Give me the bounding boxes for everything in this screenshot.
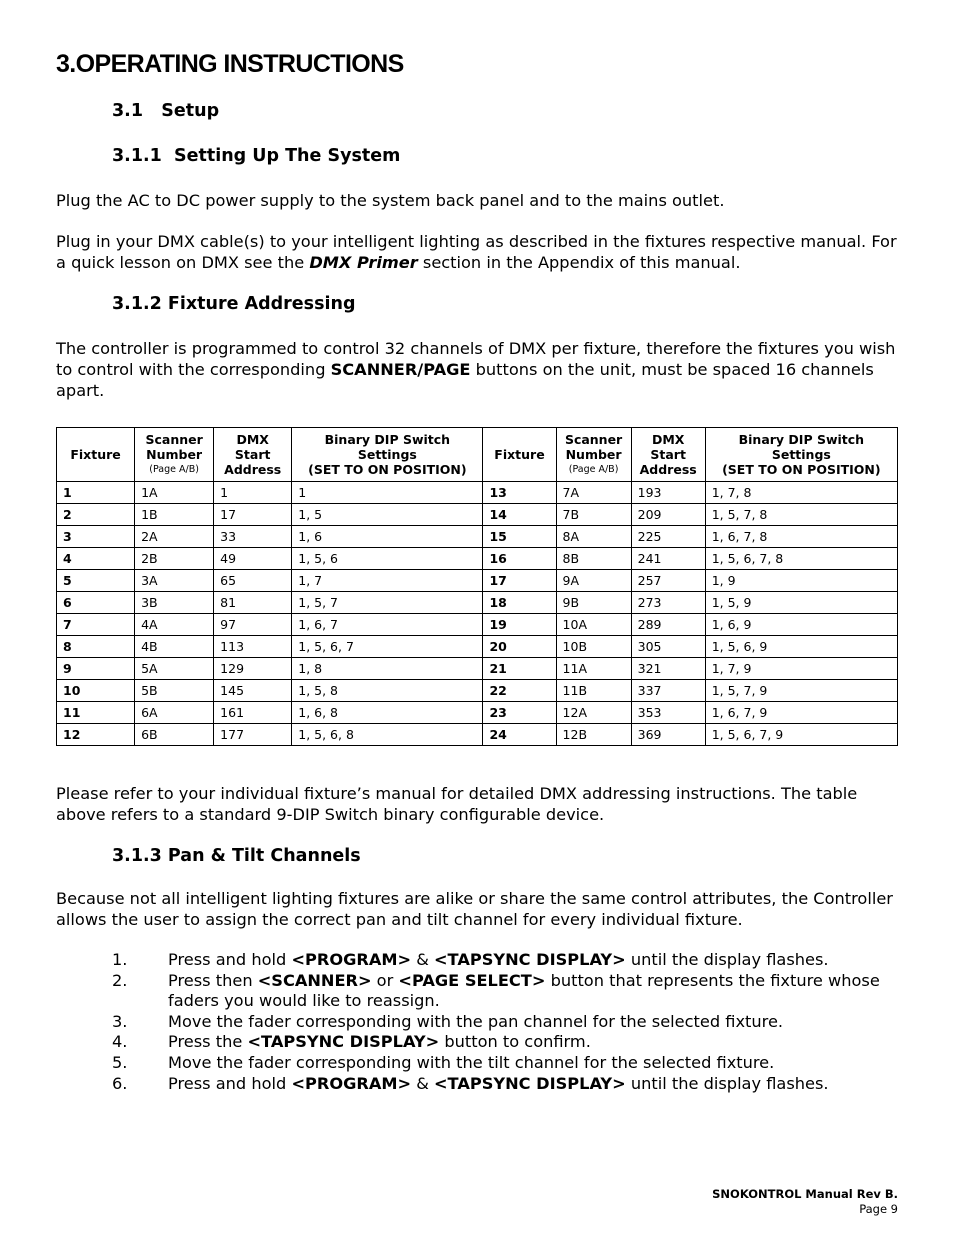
table-row xyxy=(57,482,898,504)
cell-fixture: 6 xyxy=(57,592,135,614)
section-heading-pan-tilt: 3.1.3 Pan & Tilt Channels xyxy=(112,846,361,866)
cell-dip-settings: 1, 5, 8 xyxy=(292,680,483,702)
cell-dmx-start: 241 xyxy=(631,548,705,570)
manual-title: SNOKONTROL Manual Rev B. xyxy=(712,1187,898,1201)
cell-scanner: 10B xyxy=(556,636,631,658)
cell-fixture: 13 xyxy=(483,482,556,504)
cell-scanner: 3B xyxy=(135,592,214,614)
cell-dip-settings: 1, 5 xyxy=(292,504,483,526)
step-text-part: & xyxy=(411,1073,434,1093)
cell-fixture: 24 xyxy=(483,724,556,746)
cell-fixture: 10 xyxy=(57,680,135,702)
paragraph-text: The controller is programmed to control 32 channels of DMX per fixture, therefore the fixtures you wish to control with the corresponding xyxy=(56,339,896,379)
cell-fixture: 11 xyxy=(57,702,135,724)
step-text-part: Press then xyxy=(168,970,258,990)
step-number: 3. xyxy=(112,1011,128,1031)
cell-fixture: 2 xyxy=(57,504,135,526)
section-heading-setting-up: 3.1.1 Setting Up The System xyxy=(112,146,401,166)
cell-dip-settings: 1, 6, 7, 8 xyxy=(705,526,897,548)
cell-dip-settings: 1, 7, 8 xyxy=(705,482,897,504)
cell-dip-settings: 1, 5, 7, 9 xyxy=(705,680,897,702)
step-number: 1. xyxy=(112,950,128,969)
cell-dmx-start: 145 xyxy=(214,680,292,702)
cell-dip-settings: 1, 5, 6, 7, 9 xyxy=(705,724,897,746)
cell-fixture: 9 xyxy=(57,658,135,680)
cell-dip-settings: 1, 5, 9 xyxy=(705,592,897,614)
dmx-primer-reference: DMX Primer xyxy=(309,253,418,272)
cell-dip-settings: 1, 7, 9 xyxy=(705,658,897,680)
list-item xyxy=(112,1032,912,1053)
paragraph-power: Plug the AC to DC power supply to the system back panel and to the mains outlet. xyxy=(56,191,725,210)
step-text-part: & xyxy=(411,950,434,969)
step-number: 5. xyxy=(112,1052,128,1072)
header-text: Number xyxy=(565,447,622,462)
step-text-part: until the display flashes. xyxy=(625,950,829,969)
cell-dmx-start: 129 xyxy=(214,658,292,680)
cell-dip-settings: 1, 7 xyxy=(292,570,483,592)
header-text: Binary DIP Switch xyxy=(324,432,451,447)
cell-dip-settings: 1, 5, 7, 8 xyxy=(705,504,897,526)
cell-scanner: 10A xyxy=(556,614,631,636)
cell-dip-settings: 1, 5, 6, 8 xyxy=(292,724,483,746)
scanner-page-label: SCANNER/PAGE xyxy=(330,360,471,379)
step-text xyxy=(168,1032,912,1053)
table-row xyxy=(57,570,898,592)
step-text-part: Press and hold xyxy=(168,1073,292,1093)
table-row xyxy=(57,526,898,548)
paragraph-addressing xyxy=(56,338,906,401)
list-item xyxy=(112,1053,912,1074)
cell-fixture: 3 xyxy=(57,526,135,548)
cell-scanner: 12B xyxy=(556,724,631,746)
header-subtext: (Page A/B) xyxy=(568,464,619,475)
header-text: Start xyxy=(234,447,271,462)
cell-fixture: 21 xyxy=(483,658,556,680)
cell-dip-settings: 1, 5, 6, 9 xyxy=(705,636,897,658)
cell-scanner: 3A xyxy=(135,570,214,592)
step-text-part: Move the fader corresponding with the pan channel for the selected fixture. xyxy=(168,1011,784,1031)
cell-dmx-start: 321 xyxy=(631,658,705,680)
paragraph-pan-tilt: Because not all intelligent lighting fixtures are alike or share the same control attributes, the Controller allows the user to assign the correct pan and tilt channel for every individual fixture. xyxy=(56,889,893,929)
table-row xyxy=(57,680,898,702)
dip-switch-table xyxy=(56,427,898,746)
header-dip-settings xyxy=(705,428,897,482)
page-footer xyxy=(712,1187,898,1217)
step-text-part: or xyxy=(371,970,399,990)
cell-dmx-start: 1 xyxy=(214,482,292,504)
step-command: <SCANNER> xyxy=(257,970,372,990)
cell-fixture: 18 xyxy=(483,592,556,614)
list-item xyxy=(112,1012,912,1033)
step-text xyxy=(168,1074,912,1095)
cell-dip-settings: 1, 9 xyxy=(705,570,897,592)
list-item xyxy=(112,1074,912,1095)
cell-fixture: 20 xyxy=(483,636,556,658)
step-command: <PROGRAM> xyxy=(291,1073,412,1093)
table-row xyxy=(57,504,898,526)
table-row xyxy=(57,702,898,724)
steps-list xyxy=(112,950,912,1094)
step-text xyxy=(168,950,912,971)
header-text: Scanner xyxy=(145,432,203,447)
cell-scanner: 1A xyxy=(135,482,214,504)
cell-dmx-start: 81 xyxy=(214,592,292,614)
cell-scanner: 5B xyxy=(135,680,214,702)
table-row xyxy=(57,592,898,614)
cell-dip-settings: 1, 5, 6, 7, 8 xyxy=(705,548,897,570)
step-command: <TAPSYNC DISPLAY> xyxy=(247,1032,440,1052)
step-text xyxy=(168,1012,912,1033)
cell-dmx-start: 353 xyxy=(631,702,705,724)
header-text: (SET TO ON POSITION) xyxy=(722,462,881,477)
step-text-part: Move the fader corresponding with the tilt channel for the selected fixture. xyxy=(168,1052,775,1072)
cell-scanner: 4B xyxy=(135,636,214,658)
table-header-row xyxy=(57,428,898,482)
paragraph-text: Plug in your DMX cable(s) to your intelligent lighting as described in the fixtures respective manual. For a quick lesson on DMX see the xyxy=(56,232,897,272)
cell-scanner: 9A xyxy=(556,570,631,592)
cell-fixture: 1 xyxy=(57,482,135,504)
step-text xyxy=(168,971,912,1012)
cell-dmx-start: 225 xyxy=(631,526,705,548)
header-text: (SET TO ON POSITION) xyxy=(308,462,467,477)
cell-dip-settings: 1, 6 xyxy=(292,526,483,548)
paragraph-dmx-cables xyxy=(56,231,906,273)
step-command: <TAPSYNC DISPLAY> xyxy=(433,1073,626,1093)
header-text: DMX xyxy=(651,432,685,447)
cell-fixture: 17 xyxy=(483,570,556,592)
table-row xyxy=(57,548,898,570)
cell-fixture: 5 xyxy=(57,570,135,592)
cell-dmx-start: 65 xyxy=(214,570,292,592)
step-text-part: Press and hold xyxy=(168,950,292,969)
header-text: Settings xyxy=(357,447,417,462)
paragraph-refer: Please refer to your individual fixture’s manual for detailed DMX addressing instructions. The table above refers to a standard 9-DIP Switch binary configurable device. xyxy=(56,784,858,824)
step-text-part: button that represents the fixture whose faders you would like to reassign. xyxy=(168,970,880,1011)
cell-scanner: 7B xyxy=(556,504,631,526)
cell-fixture: 4 xyxy=(57,548,135,570)
cell-fixture: 16 xyxy=(483,548,556,570)
cell-dmx-start: 257 xyxy=(631,570,705,592)
table-row xyxy=(57,636,898,658)
table-row xyxy=(57,658,898,680)
list-item xyxy=(112,971,912,1012)
cell-dmx-start: 209 xyxy=(631,504,705,526)
step-command: <PROGRAM> xyxy=(291,950,412,969)
page-number: Page 9 xyxy=(859,1202,898,1216)
cell-dip-settings: 1, 6, 7, 9 xyxy=(705,702,897,724)
cell-dmx-start: 97 xyxy=(214,614,292,636)
paragraph-text: buttons on the unit, must be spaced 16 channels apart. xyxy=(56,360,874,400)
cell-dmx-start: 17 xyxy=(214,504,292,526)
header-scanner-number xyxy=(135,428,214,482)
section-heading-fixture-addressing: 3.1.2 Fixture Addressing xyxy=(112,294,356,314)
cell-dip-settings: 1, 6, 9 xyxy=(705,614,897,636)
cell-dmx-start: 113 xyxy=(214,636,292,658)
cell-scanner: 6A xyxy=(135,702,214,724)
cell-scanner: 11A xyxy=(556,658,631,680)
cell-dmx-start: 177 xyxy=(214,724,292,746)
cell-scanner: 8A xyxy=(556,526,631,548)
cell-fixture: 23 xyxy=(483,702,556,724)
step-number: 2. xyxy=(112,970,128,990)
header-text: Start xyxy=(650,447,686,462)
cell-dip-settings: 1 xyxy=(292,482,483,504)
cell-dmx-start: 33 xyxy=(214,526,292,548)
step-text xyxy=(168,1053,912,1074)
cell-scanner: 6B xyxy=(135,724,214,746)
step-text-part: Press the xyxy=(168,1032,248,1052)
page-title: 3.OPERATING INSTRUCTIONS xyxy=(56,50,404,78)
cell-fixture: 7 xyxy=(57,614,135,636)
cell-scanner: 5A xyxy=(135,658,214,680)
step-text-part: until the display flashes. xyxy=(625,1073,829,1093)
step-number: 4. xyxy=(112,1032,128,1052)
cell-scanner: 11B xyxy=(556,680,631,702)
cell-dip-settings: 1, 6, 8 xyxy=(292,702,483,724)
header-text: Address xyxy=(639,462,697,477)
table-row xyxy=(57,614,898,636)
cell-fixture: 8 xyxy=(57,636,135,658)
header-text: Binary DIP Switch xyxy=(738,432,865,447)
paragraph-text: section in the Appendix of this manual. xyxy=(417,253,741,272)
step-number: 6. xyxy=(112,1073,128,1093)
header-dmx-start xyxy=(214,428,292,482)
cell-fixture: 12 xyxy=(57,724,135,746)
cell-scanner: 1B xyxy=(135,504,214,526)
cell-fixture: 19 xyxy=(483,614,556,636)
cell-dmx-start: 161 xyxy=(214,702,292,724)
cell-dmx-start: 305 xyxy=(631,636,705,658)
step-text-part: button to confirm. xyxy=(439,1032,591,1052)
cell-dip-settings: 1, 6, 7 xyxy=(292,614,483,636)
header-subtext: (Page A/B) xyxy=(149,464,199,475)
header-text: Number xyxy=(146,447,203,462)
cell-dip-settings: 1, 5, 6 xyxy=(292,548,483,570)
cell-dip-settings: 1, 5, 7 xyxy=(292,592,483,614)
header-fixture: Fixture xyxy=(483,428,556,482)
step-command: <TAPSYNC DISPLAY> xyxy=(433,950,626,969)
cell-dmx-start: 289 xyxy=(631,614,705,636)
header-text: Scanner xyxy=(564,432,623,447)
cell-scanner: 2B xyxy=(135,548,214,570)
cell-scanner: 12A xyxy=(556,702,631,724)
cell-scanner: 2A xyxy=(135,526,214,548)
cell-scanner: 4A xyxy=(135,614,214,636)
cell-dmx-start: 273 xyxy=(631,592,705,614)
cell-dmx-start: 49 xyxy=(214,548,292,570)
table-row xyxy=(57,724,898,746)
cell-scanner: 9B xyxy=(556,592,631,614)
cell-dmx-start: 369 xyxy=(631,724,705,746)
header-text: Address xyxy=(224,462,282,477)
header-text: DMX xyxy=(236,432,269,447)
header-fixture: Fixture xyxy=(57,428,135,482)
step-command: <PAGE SELECT> xyxy=(398,970,546,990)
header-dmx-start xyxy=(631,428,705,482)
cell-scanner: 7A xyxy=(556,482,631,504)
section-heading-setup: 3.1 Setup xyxy=(112,101,220,121)
cell-fixture: 15 xyxy=(483,526,556,548)
header-scanner-number xyxy=(556,428,631,482)
cell-dip-settings: 1, 8 xyxy=(292,658,483,680)
list-item xyxy=(112,950,912,971)
cell-dip-settings: 1, 5, 6, 7 xyxy=(292,636,483,658)
header-text: Settings xyxy=(771,447,831,462)
cell-fixture: 22 xyxy=(483,680,556,702)
header-dip-settings xyxy=(292,428,483,482)
cell-dmx-start: 193 xyxy=(631,482,705,504)
cell-dmx-start: 337 xyxy=(631,680,705,702)
cell-fixture: 14 xyxy=(483,504,556,526)
cell-scanner: 8B xyxy=(556,548,631,570)
